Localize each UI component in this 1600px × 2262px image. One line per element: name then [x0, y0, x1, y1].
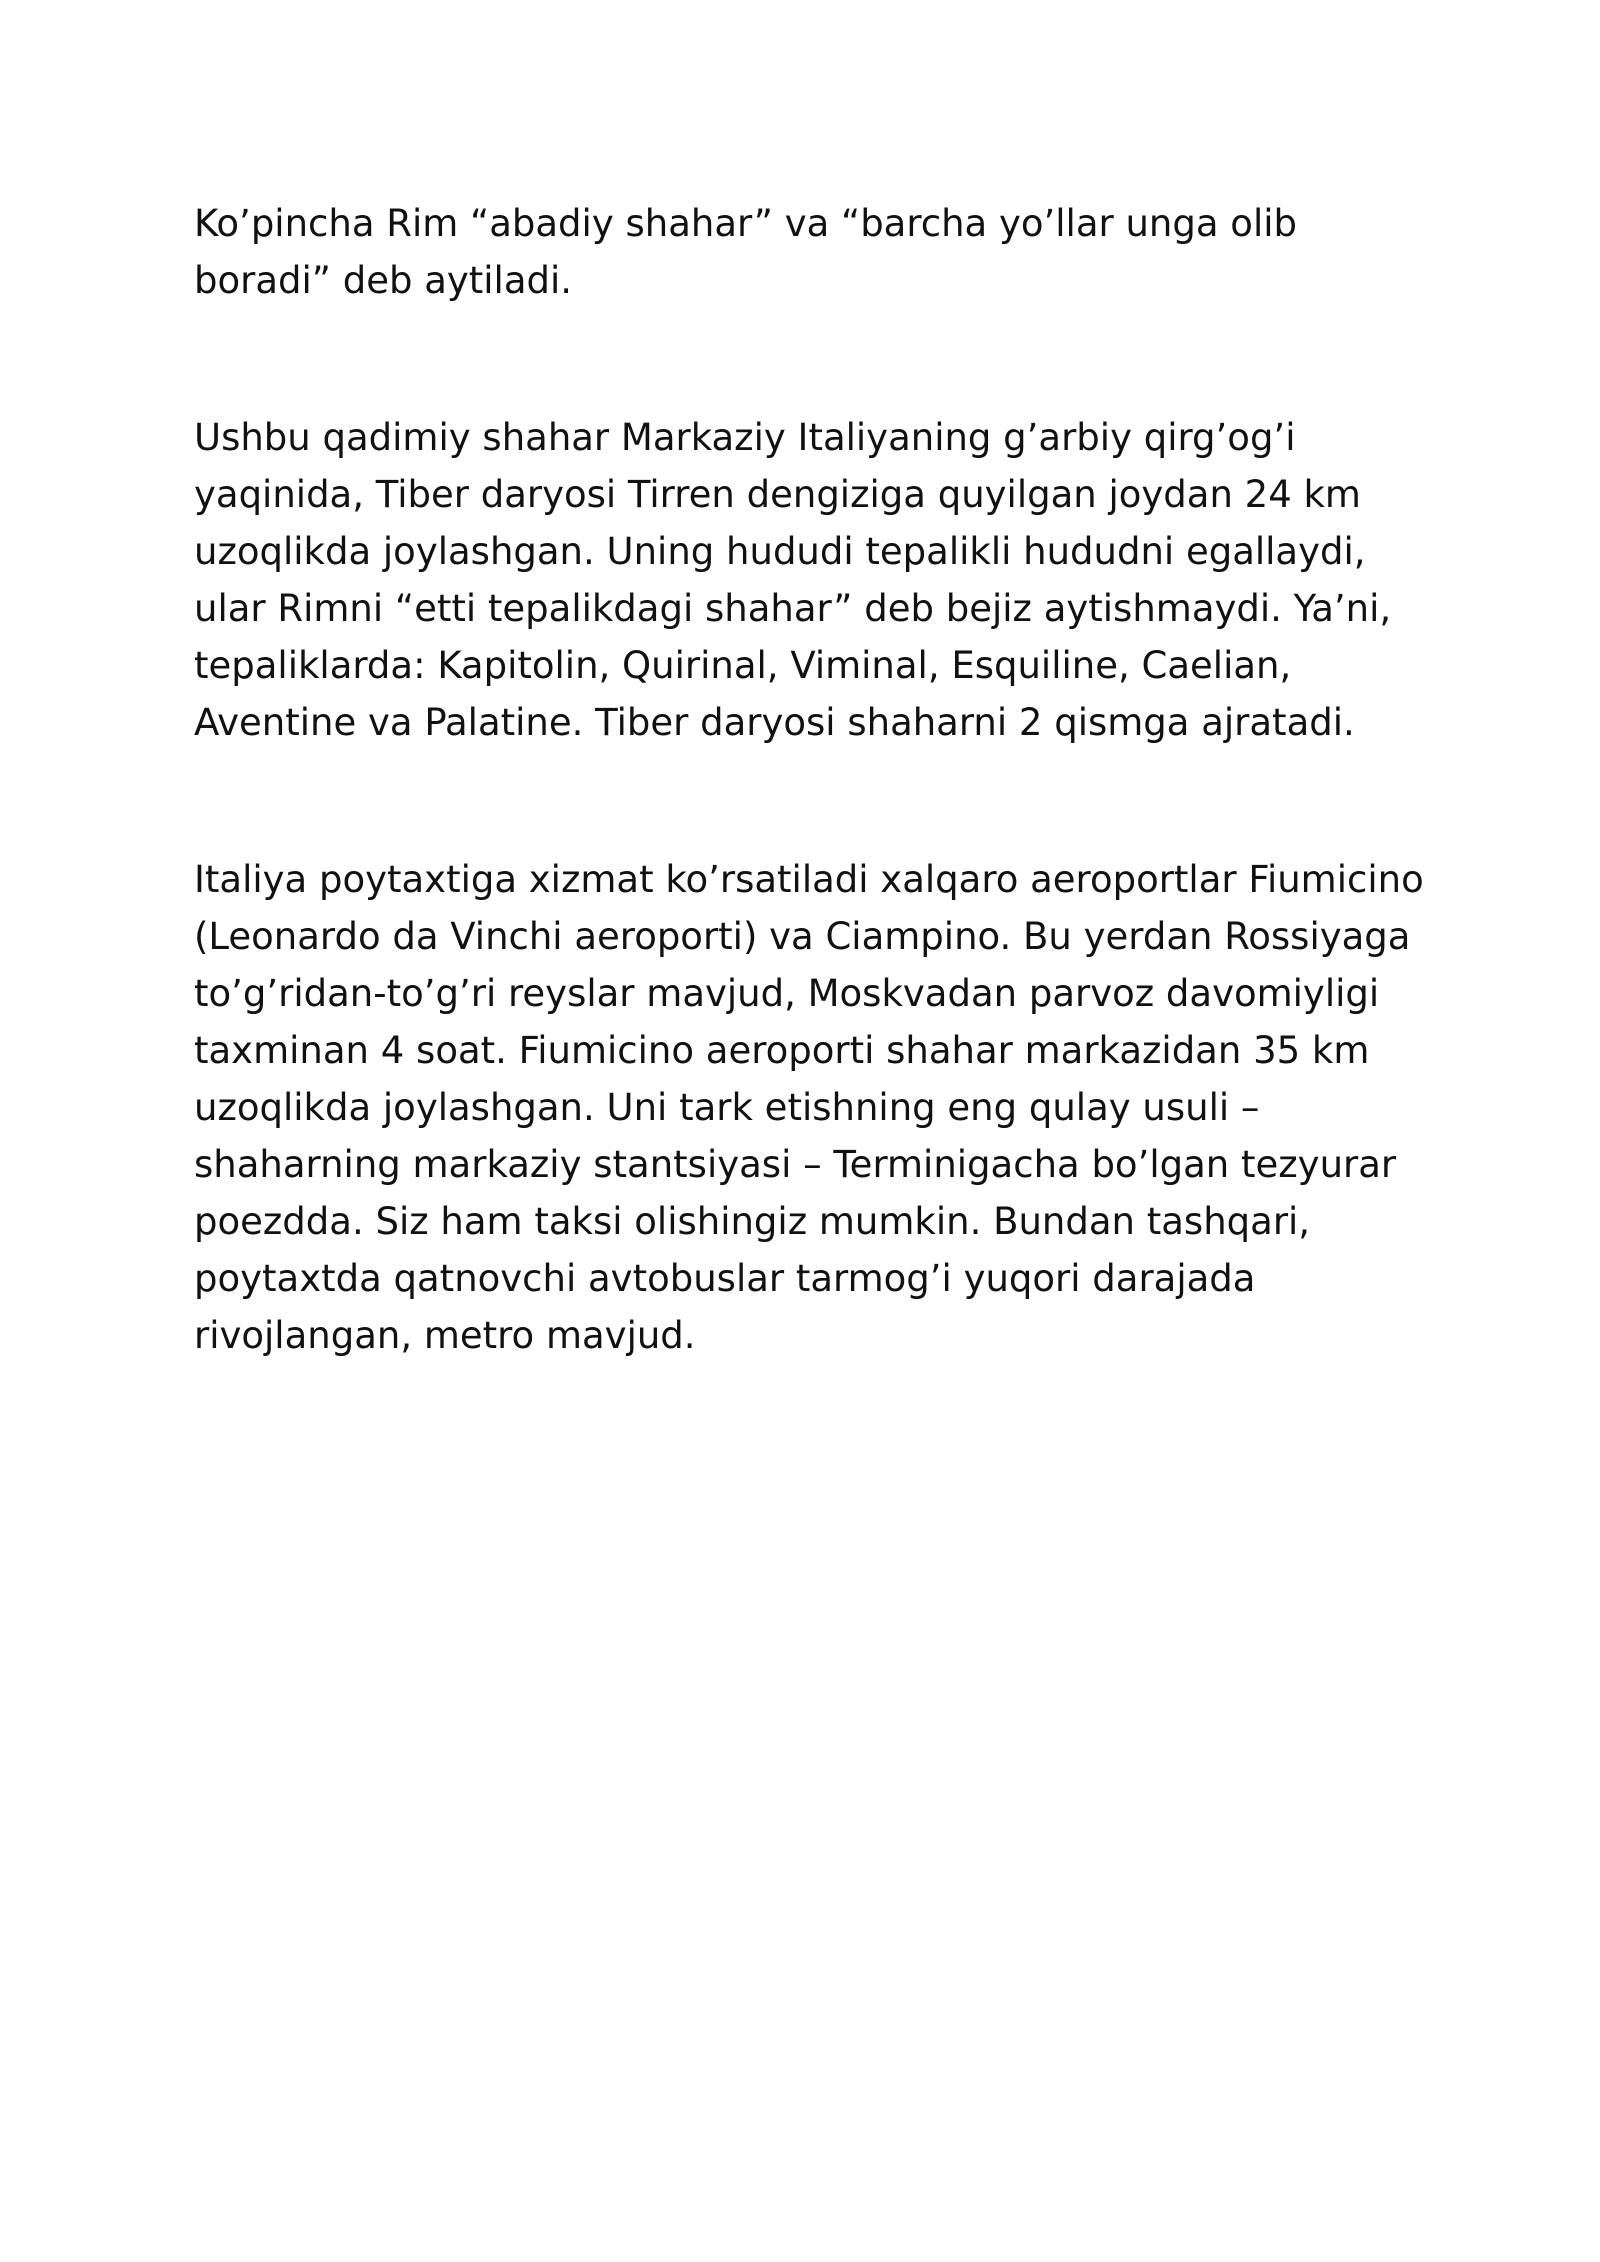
document-body	[194, 195, 1424, 1364]
paragraph-airports: Italiya poytaxtiga xizmat ko’rsatiladi xalqaro aeroportlar Fiumicino (Leonardo da Vinchi aeroporti) va Ciampino. Bu yerdan Rossiyaga to’g’ridan-to’g’ri reyslar mavjud, Moskvadan parvoz davomiyligi taxminan 4 soat. Fiumicino aeroporti shahar markazidan 35 km uzoqlikda joylashgan. Uni tark etishning eng qulay usuli – shaharning markaziy stantsiyasi – Terminigacha bo’lgan tezyurar poezdda. Siz ham taksi olishingiz mumkin. Bundan tashqari, poytaxtda qatnovchi avtobuslar tarmog’i yuqori darajada rivojlangan, metro mavjud.	[194, 858, 1424, 1357]
paragraph-geography: Ushbu qadimiy shahar Markaziy Italiyaning g’arbiy qirg’og’i yaqinida, Tiber daryosi Tirren dengiziga quyilgan joydan 24 km uzoqlikda joylashgan. Uning hududi tepalikli hududni egallaydi, ular Rimni “etti tepalikdagi shahar” deb bejiz aytishmaydi. Ya’ni, tepaliklarda: Kapitolin, Quirinal, Viminal, Esquiline, Caelian, Aventine va Palatine. Tiber daryosi shaharni 2 qismga ajratadi.	[194, 416, 1392, 744]
paragraph-intro: Ko’pincha Rim “abadiy shahar” va “barcha yo’llar unga olib boradi” deb aytiladi.	[194, 202, 1297, 302]
